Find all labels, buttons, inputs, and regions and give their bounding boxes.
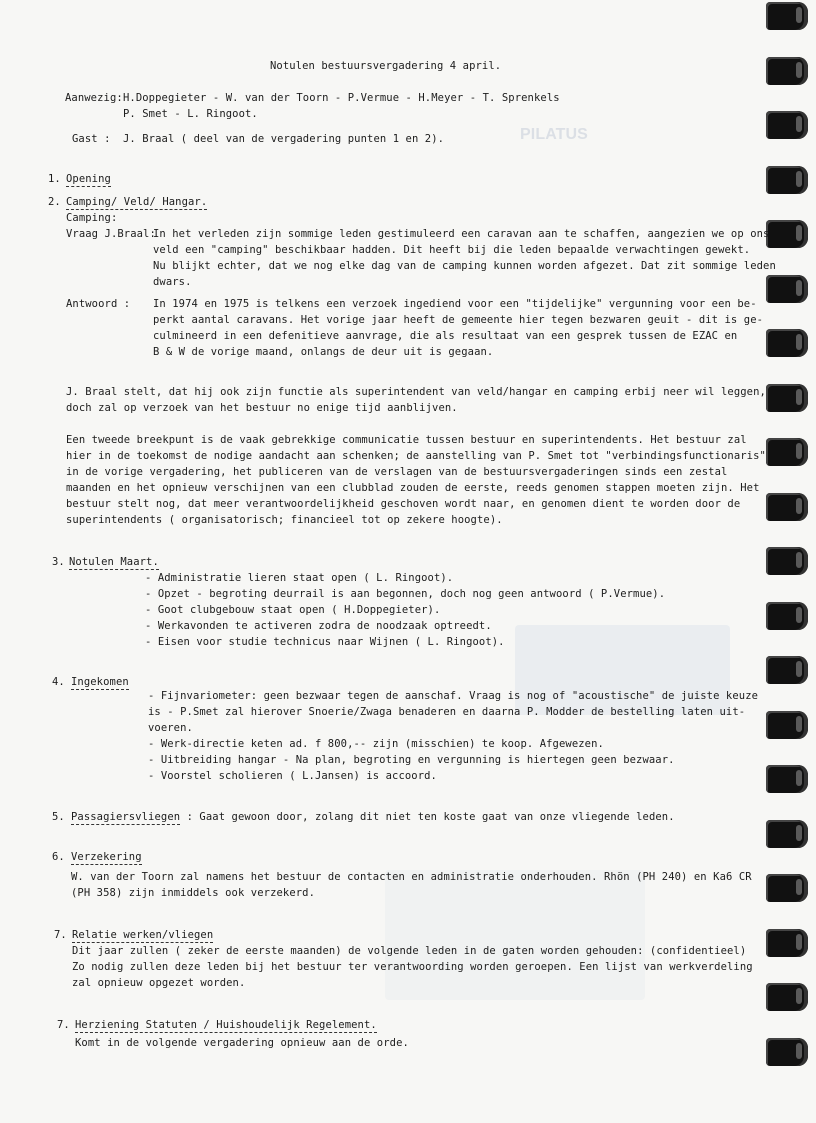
paragraph-line: J. Braal stelt, dat hij ook zijn functie als superintendent van veld/hangar en camping erbij neer wil leggen, [66, 386, 766, 398]
list-item: - Administratie lieren staat open ( L. Ringoot). [145, 572, 454, 584]
paragraph-line: superintendents ( organisatorisch; financieel tot op zekere hoogte). [66, 514, 503, 526]
binding-ring [766, 329, 808, 357]
paragraph-line: bestuur stelt nog, dat meer verantwoordelijkheid geschoven wordt naar, en genomen dient te worden door de [66, 498, 741, 510]
binding-ring [766, 1038, 808, 1066]
answer-line: In 1974 en 1975 is telkens een verzoek ingediend voor een "tijdelijke" vergunning voor een be- [153, 298, 757, 310]
paragraph-line: zal opnieuw opgezet worden. [72, 977, 246, 989]
binding-ring [766, 547, 808, 575]
binding-ring [766, 111, 808, 139]
section-number: 6. [52, 851, 65, 863]
binding-ring [766, 275, 808, 303]
binding-ring [766, 711, 808, 739]
binding-ring [766, 57, 808, 85]
binding-ring [766, 384, 808, 412]
answer-label: Antwoord : [66, 298, 131, 310]
paragraph-line: Dit jaar zullen ( zeker de eerste maanden) de volgende leden in de gaten worden gehouden: (confidentieel) [72, 945, 747, 957]
section-heading-camping: Camping/ Veld/ Hangar. [66, 196, 208, 208]
page-title: Notulen bestuursvergadering 4 april. [270, 60, 502, 72]
paragraph-line: Een tweede breekpunt is de vaak gebrekkige communicatie tussen bestuur en superintendents. Het bestuur zal [66, 434, 747, 446]
bleed-through-drawing [385, 870, 645, 1000]
binding-ring [766, 820, 808, 848]
section-number: 2. [48, 196, 61, 208]
section-heading-opening: Opening [66, 173, 111, 185]
list-item: - Eisen voor studie technicus naar Wijnen ( L. Ringoot). [145, 636, 505, 648]
section-heading-herziening: Herziening Statuten / Huishoudelijk Regelement. [75, 1019, 377, 1031]
attendance-line-1: H.Doppegieter - W. van der Toorn - P.Vermue - H.Meyer - T. Sprenkels [123, 92, 560, 104]
binding-ring [766, 929, 808, 957]
list-item: - Fijnvariometer: geen bezwaar tegen de aanschaf. Vraag is nog of "acoustische" de juiste keuze [148, 690, 759, 702]
question-line: veld een "camping" beschikbaar hadden. Dit heeft bij die leden bepaalde verwachtingen gewekt. [153, 244, 751, 256]
list-item: - Uitbreiding hangar - Na plan, begroting en vergunning is hiertegen geen bezwaar. [148, 754, 675, 766]
section-number: 3. [52, 556, 65, 568]
question-line: In het verleden zijn sommige leden gestimuleerd een caravan aan te schaffen, aangezien we op ons [153, 228, 770, 240]
paragraph-line: doch zal op verzoek van het bestuur no enige tijd aanblijven. [66, 402, 458, 414]
section-heading-verzekering: Verzekering [71, 851, 142, 863]
section-heading-ingekomen: Ingekomen [71, 676, 129, 688]
binding-ring [766, 438, 808, 466]
attendance-line-2: P. Smet - L. Ringoot. [123, 108, 258, 120]
question-line: dwars. [153, 276, 192, 288]
guest-value: J. Braal ( deel van de vergadering punten 1 en 2). [123, 133, 445, 145]
list-item: is - P.Smet zal hierover Snoerie/Zwaga benaderen en daarna P. Modder de bestelling laten uit- [148, 706, 746, 718]
section-heading-notulen: Notulen Maart. [69, 556, 159, 568]
binding-ring [766, 765, 808, 793]
bleed-through-title: PILATUS [520, 126, 588, 143]
binding-ring [766, 602, 808, 630]
section-heading-relatie: Relatie werken/vliegen [72, 929, 214, 941]
guest-label: Gast : [72, 133, 111, 145]
list-item: - Werk-directie keten ad. f 800,-- zijn (misschien) te koop. Afgewezen. [148, 738, 604, 750]
paragraph-line: in de vorige vergadering, het publiceren van de verslagen van de bestuursvergaderingen sinds een zestal [66, 466, 728, 478]
answer-line: B & W de vorige maand, onlangs de deur uit is gegaan. [153, 346, 494, 358]
answer-line: culmineerd in een defenitieve aanvrage, die als resultaat van een gesprek tussen de EZAC en [153, 330, 738, 342]
section-number: 7. [57, 1019, 70, 1031]
list-item: - Voorstel scholieren ( L.Jansen) is accoord. [148, 770, 437, 782]
list-item: - Goot clubgebouw staat open ( H.Doppegieter). [145, 604, 441, 616]
question-line: Nu blijkt echter, dat we nog elke dag van de camping kunnen worden afgezet. Dat zit sommige leden [153, 260, 776, 272]
answer-line: perkt aantal caravans. Het vorige jaar heeft de gemeente hier tegen bezwaren geuit - dit is ge- [153, 314, 764, 326]
paragraph-line: Zo nodig zullen deze leden bij het bestuur ter verantwoording worden geroepen. Een lijst van werkverdeling [72, 961, 753, 973]
binding-ring [766, 983, 808, 1011]
passagiersvliegen-text: : Gaat gewoon door, zolang dit niet ten koste gaat van onze vliegende leden. [186, 811, 675, 823]
list-item: - Opzet - begroting deurrail is aan begonnen, doch nog geen antwoord ( P.Vermue). [145, 588, 666, 600]
sub-heading-camping: Camping: [66, 212, 118, 224]
section-number: 4. [52, 676, 65, 688]
question-label: Vraag J.Braal: [66, 228, 156, 240]
binding-ring [766, 220, 808, 248]
section-number: 5. [52, 811, 65, 823]
paragraph-line: (PH 358) zijn inmiddels ook verzekerd. [71, 887, 316, 899]
section-number: 7. [54, 929, 67, 941]
binding-ring [766, 2, 808, 30]
spiral-binding [760, 0, 816, 1123]
attendance-label: Aanwezig: [65, 92, 123, 104]
list-item: voeren. [148, 722, 193, 734]
binding-ring [766, 656, 808, 684]
paragraph-line: W. van der Toorn zal namens het bestuur de contacten en administratie onderhouden. Rhön (PH 240) en Ka6 CR [71, 871, 752, 883]
list-item: - Werkavonden te activeren zodra de noodzaak optreedt. [145, 620, 492, 632]
section-number: 1. [48, 173, 61, 185]
binding-ring [766, 166, 808, 194]
paragraph-line: hier in de toekomst de nodige aandacht aan schenken; de aanstelling van P. Smet tot "verbindingsfunctionaris" [66, 450, 766, 462]
section-heading-passagiersvliegen: Passagiersvliegen [71, 811, 181, 823]
paragraph-line: maanden en het opnieuw verschijnen van een clubblad zouden de eerste, reeds genomen stappen moeten zijn. Het [66, 482, 760, 494]
binding-ring [766, 493, 808, 521]
binding-ring [766, 874, 808, 902]
paragraph-line: Komt in de volgende vergadering opnieuw aan de orde. [75, 1037, 409, 1049]
